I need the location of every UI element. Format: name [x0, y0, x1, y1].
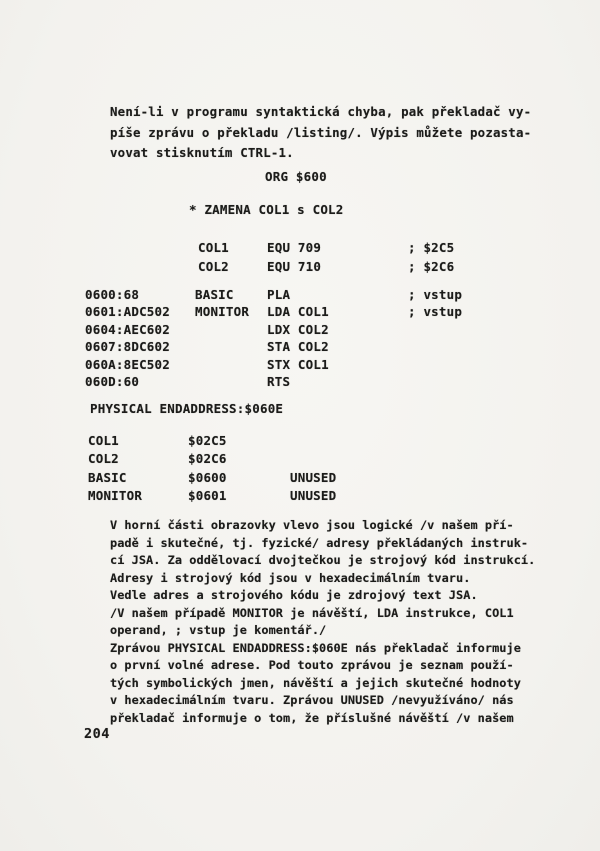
code-address: 0601:ADC502: [85, 304, 170, 320]
text-line: píše zprávu o překladu /listing/. Výpis můžete pozasta-: [110, 124, 532, 140]
text-line: o první volné adrese. Pod touto zprávou je seznam použí-: [110, 658, 514, 673]
code-row: [0, 323, 600, 339]
code-label: MONITOR: [195, 304, 250, 320]
symbol-table-row: [0, 471, 600, 487]
symbol-name: COL2: [88, 451, 119, 467]
end-address-message: PHYSICAL ENDADDRESS:$060E: [90, 401, 284, 416]
intro-paragraph: [110, 102, 531, 164]
text-line: V horní části obrazovky vlevo jsou logické /v našem pří-: [110, 518, 514, 532]
equ-row: [0, 260, 600, 276]
equ-operation: EQU 709: [267, 240, 322, 255]
code-address: 0600:68: [85, 287, 140, 302]
symbol-table-row: [0, 489, 600, 505]
text-line: vovat stisknutím CTRL-1.: [110, 145, 294, 161]
code-instruction: STX COL1: [267, 356, 329, 372]
equ-row: [0, 241, 600, 257]
symbol-value: $0600: [188, 469, 227, 485]
symbol-name: COL1: [88, 433, 119, 448]
text-line: /V našem případě MONITOR je návěští, LDA instrukce, COL1: [110, 605, 514, 620]
text-line: padě i skutečné, tj. fyzické/ adresy překládaných instruk-: [110, 535, 529, 550]
symbol-value: $0601: [188, 488, 227, 504]
symbol-value: $02C6: [188, 451, 227, 467]
code-row: [0, 358, 600, 374]
body-paragraph: [110, 517, 535, 728]
line-comment: ; $2C6: [408, 259, 455, 274]
line-comment: ; vstup: [408, 304, 463, 320]
symbol-name: MONITOR: [88, 488, 143, 504]
org-directive-line: ORG $600: [265, 169, 327, 184]
code-instruction: RTS: [267, 374, 291, 389]
symbol-table-row: [0, 452, 600, 468]
line-comment: ; vstup: [408, 287, 463, 302]
text-line: cí JSA. Za oddělovací dvojtečkou je strojový kód instrukcí.: [110, 553, 536, 568]
symbol-name: BASIC: [88, 469, 127, 485]
code-address: 060A:8EC502: [85, 356, 170, 372]
symbol-label: COL2: [198, 259, 229, 274]
code-row: [0, 340, 600, 356]
text-line: Adresy i strojový kód jsou v hexadecimálním tvaru.: [110, 570, 471, 585]
text-line: překladač informuje o tom, že příslušné návěští /v našem: [110, 711, 514, 726]
code-instruction: PLA: [267, 287, 291, 302]
equ-operation: EQU 710: [267, 259, 322, 274]
symbol-label: COL1: [198, 240, 229, 255]
symbol-flag: UNUSED: [290, 488, 337, 504]
text-line: Není-li v programu syntaktická chyba, pak překladač vy-: [110, 104, 532, 119]
code-address: 0607:8DC602: [85, 339, 170, 355]
line-comment: ; $2C5: [408, 240, 455, 255]
text-line: operand, ; vstup je komentář./: [110, 623, 327, 638]
code-address: 0604:AEC602: [85, 321, 170, 337]
symbol-flag: UNUSED: [290, 469, 337, 485]
code-row: [0, 288, 600, 304]
code-instruction: STA COL2: [267, 339, 329, 355]
code-address: 060D:60: [85, 374, 140, 389]
text-line: v hexadecimálním tvaru. Zprávou UNUSED /nevyužíváno/ nás: [110, 693, 514, 708]
code-row: [0, 375, 600, 391]
text-line: Zprávou PHYSICAL ENDADDRESS:$060E nás překladač informuje: [110, 640, 521, 655]
symbol-value: $02C5: [188, 433, 227, 448]
code-row: [0, 305, 600, 321]
symbol-table-row: [0, 434, 600, 450]
text-line: Vedle adres a strojového kódu je zdrojový text JSA.: [110, 588, 478, 603]
text-line: tých symbolických jmen, návěští a jejich skutečné hodnoty: [110, 675, 521, 690]
code-instruction: LDX COL2: [267, 321, 329, 337]
listing-title-comment: * ZAMENA COL1 s COL2: [189, 202, 344, 217]
code-label: BASIC: [195, 287, 234, 302]
page-number: 204: [84, 726, 110, 742]
code-instruction: LDA COL1: [267, 304, 329, 320]
